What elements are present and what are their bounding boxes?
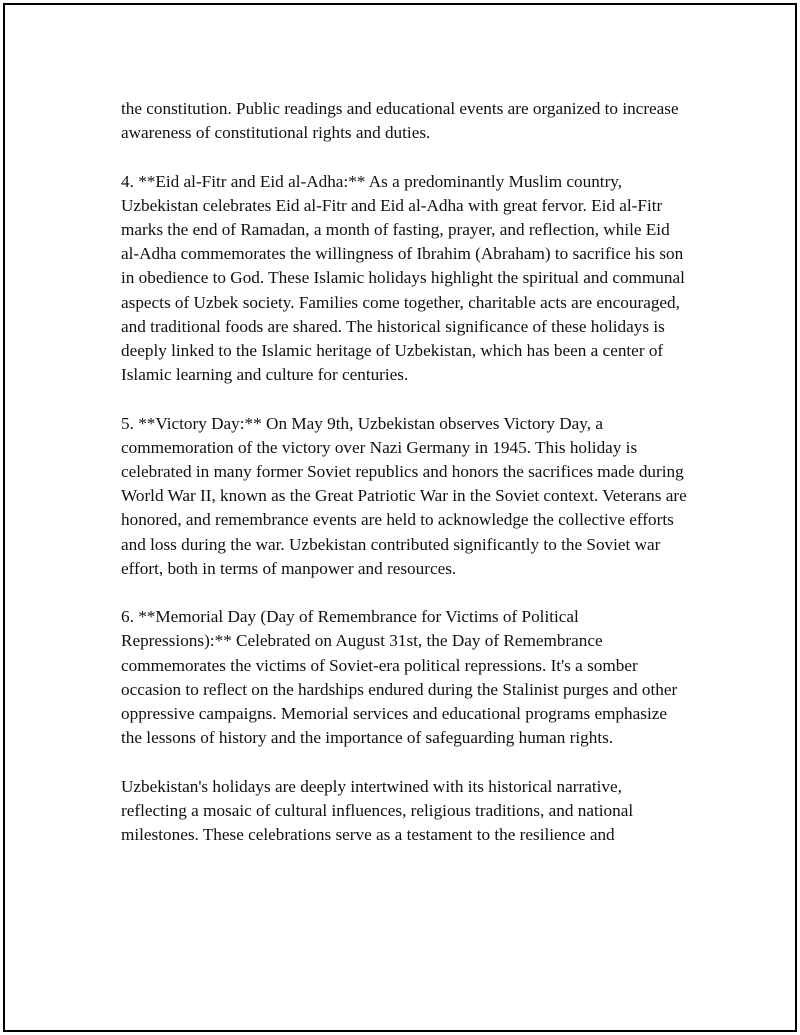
paragraph-conclusion: Uzbekistan's holidays are deeply intertwined with its historical narrative, reflecting a mosaic of cultural influences, religious traditions, and national milestones. These celebrations serve as a testament to the resilience and	[121, 776, 634, 845]
paragraph-memorial-day: 6. **Memorial Day (Day of Remembrance for Victims of Political Repressions):** Celebrated on August 31st, the Day of Remembrance commemorates the victims of Soviet-era political repressions. It's a somber occasion to reflect on the hardships endured during the Stalinist purges and other oppressive campaigns. Memorial services and educational programs emphasize the lessons of history and the importance of safeguarding human rights.	[121, 607, 678, 748]
paragraph-eid-holidays: 4. **Eid al-Fitr and Eid al-Adha:** As a predominantly Muslim country, Uzbekistan celebrates Eid al-Fitr and Eid al-Adha with great fervor. Eid al-Fitr marks the end of Ramadan, a month of fasting, prayer, and reflection, while Eid al-Adha commemorates the willingness of Ibrahim (Abraham) to sacrifice his son in obedience to God. These Islamic holidays highlight the spiritual and communal aspects of Uzbek society. Families come together, charitable acts are encouraged, and traditional foods are shared. The historical significance of these holidays is deeply linked to the Islamic heritage of Uzbekistan, which has been a center of Islamic learning and culture for centuries.	[121, 171, 685, 385]
document-page	[3, 3, 797, 1032]
paragraph-constitution-continuation: the constitution. Public readings and educational events are organized to increase awareness of constitutional rights and duties.	[121, 99, 679, 143]
paragraph-victory-day: 5. **Victory Day:** On May 9th, Uzbekistan observes Victory Day, a commemoration of the victory over Nazi Germany in 1945. This holiday is celebrated in many former Soviet republics and honors the sacrifices made during World War II, known as the Great Patriotic War in the Soviet context. Veterans are honored, and remembrance events are held to acknowledge the collective efforts and loss during the war. Uzbekistan contributed significantly to the Soviet war effort, both in terms of manpower and resources.	[121, 413, 687, 578]
document-body	[121, 97, 691, 871]
